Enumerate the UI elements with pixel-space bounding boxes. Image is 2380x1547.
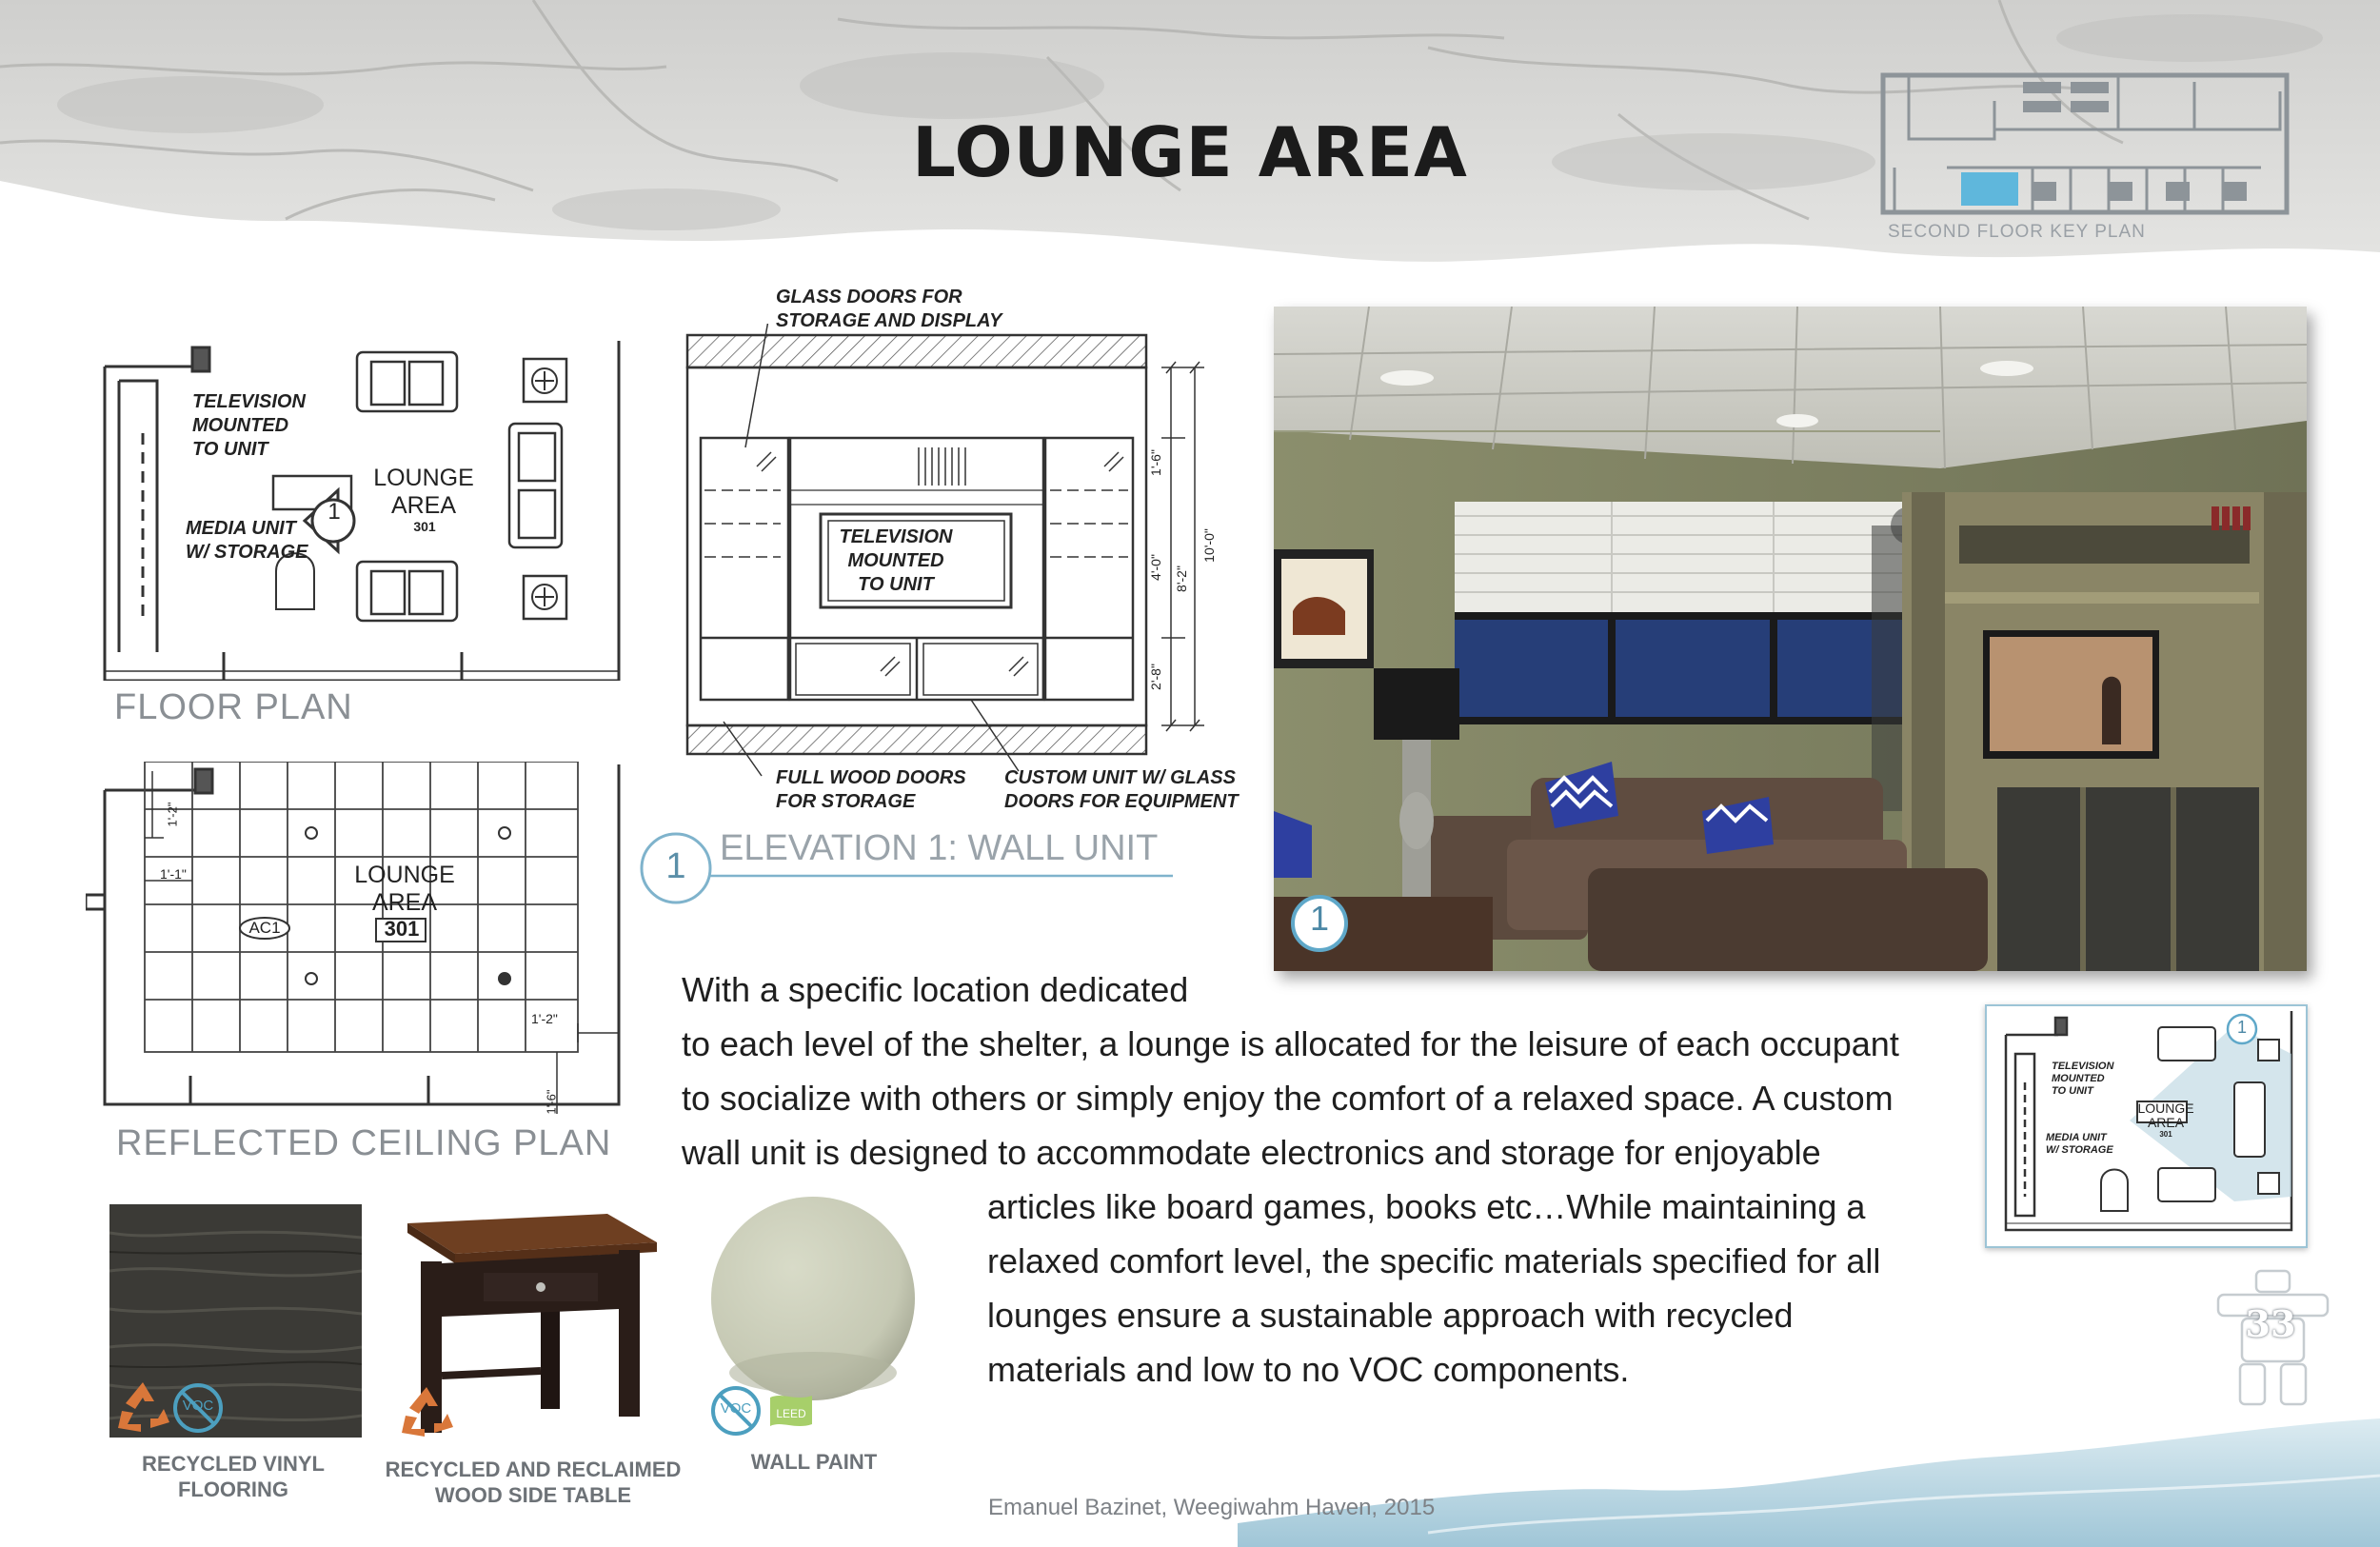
key-plan-diagram: [1880, 72, 2290, 215]
ceiling-plan-room-name: LOUNGE AREA: [354, 862, 455, 916]
thumbnail-media-note: MEDIA UNIT W/ STORAGE: [2046, 1132, 2113, 1156]
lounge-rendering: [1274, 307, 2307, 971]
rendering-marker: 1: [1309, 899, 1330, 938]
elevation-dim-5: 10'-0": [1200, 528, 1217, 563]
footer-credit: Emanuel Bazinet, Weegiwahm Haven, 2015: [988, 1495, 1436, 1520]
description-line-1: With a specific location dedicated: [682, 970, 1189, 1009]
elevation-custom-unit-note: CUSTOM UNIT W/ GLASS DOORS FOR EQUIPMENT: [1004, 767, 1239, 812]
thumbnail-marker: 1: [2236, 1018, 2247, 1037]
page-number: 33: [2245, 1302, 2296, 1345]
floor-plan-room-name: LOUNGE AREA: [373, 465, 474, 519]
thumbnail-room-number: 301: [2159, 1130, 2172, 1139]
elevation-dim-1: 1'-6": [1147, 449, 1163, 476]
description-line-5: articles like board games, books etc…While maintaining a: [987, 1187, 1866, 1226]
vinyl-voc-badge-text: VOC: [182, 1398, 214, 1414]
floor-plan-view-marker: 1: [327, 499, 341, 525]
description-line-3: to socialize with others or simply enjoy the comfort of a relaxed space. A custom: [682, 1079, 1894, 1118]
floor-plan-room-number: 301: [413, 519, 436, 534]
paint-voc-badge-text: VOC: [720, 1400, 752, 1417]
floor-plan-tv-note: TELEVISION MOUNTED TO UNIT: [192, 391, 306, 460]
description-line-8: materials and low to no VOC components.: [987, 1350, 1630, 1389]
floor-plan-caption: FLOOR PLAN: [114, 687, 353, 727]
floor-plan-media-note: MEDIA UNIT W/ STORAGE: [186, 518, 308, 563]
wall-paint-swatch: [706, 1192, 921, 1406]
description-line-2: to each level of the shelter, a lounge is allocated for the leisure of each occupant: [682, 1024, 1899, 1063]
vinyl-flooring-label: RECYCLED VINYL FLOORING: [142, 1452, 325, 1501]
side-table-label: RECYCLED AND RECLAIMED WOOD SIDE TABLE: [385, 1458, 682, 1507]
recycle-icon: [116, 1380, 169, 1432]
water-footer-background: [1238, 1399, 2380, 1547]
elevation-dim-2: 4'-0": [1147, 554, 1163, 581]
description-line-7: lounges ensure a sustainable approach with recycled: [987, 1296, 1794, 1335]
description-line-4: wall unit is designed to accommodate electronics and storage for enjoyable: [682, 1133, 1821, 1172]
recycle-icon: [400, 1385, 453, 1437]
ceiling-dim-2: 1'-1": [160, 866, 187, 882]
wall-paint-label: WALL PAINT: [750, 1450, 878, 1474]
elevation-marker: 1: [665, 846, 686, 886]
ceiling-dim-4: 1'-6": [544, 1089, 559, 1115]
ceiling-diffuser-tag: AC1: [248, 919, 281, 937]
elevation-dim-4: 8'-2": [1173, 565, 1189, 592]
ceiling-dim-3: 1'-2": [531, 1011, 558, 1026]
leed-badge-text: LEED: [776, 1407, 806, 1420]
elevation-wood-doors-note: FULL WOOD DOORS FOR STORAGE: [776, 767, 966, 812]
elevation-tv-note: TELEVISION MOUNTED TO UNIT: [839, 526, 953, 595]
ceiling-plan-room-number: 301: [384, 917, 420, 941]
elevation-glass-doors-note: GLASS DOORS FOR STORAGE AND DISPLAY: [776, 287, 1002, 331]
thumbnail-tv-note: TELEVISION MOUNTED TO UNIT: [2052, 1061, 2114, 1097]
thumbnail-room-name: LOUNGE AREA: [2137, 1101, 2194, 1130]
elevation-dim-3: 2'-8": [1147, 664, 1163, 690]
ceiling-plan-caption: REFLECTED CEILING PLAN: [116, 1123, 612, 1163]
key-plan-label: SECOND FLOOR KEY PLAN: [1888, 222, 2146, 242]
ceiling-dim-1: 1'-2": [165, 802, 180, 827]
key-plan-highlight: [1961, 172, 2018, 206]
floor-plan-drawing: [100, 338, 628, 681]
page-title: LOUNGE AREA: [912, 112, 1468, 192]
description-line-6: relaxed comfort level, the specific materials specified for all: [987, 1241, 1881, 1280]
view-key-thumbnail: [1985, 1004, 2308, 1248]
elevation-caption: ELEVATION 1: WALL UNIT: [720, 828, 1159, 868]
